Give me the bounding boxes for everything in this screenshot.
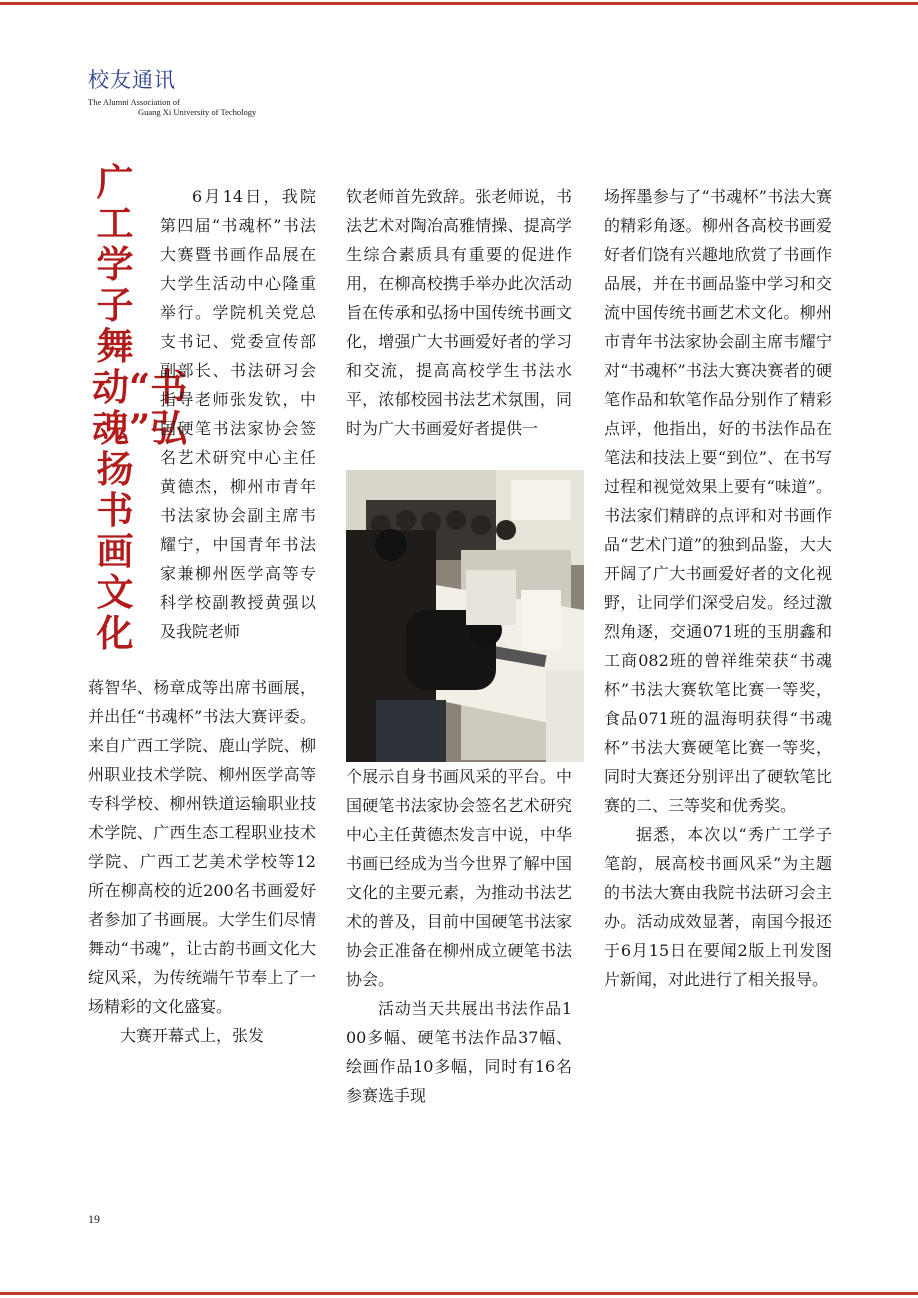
masthead-title: 校友通讯	[88, 68, 176, 92]
masthead-english-line-1: The Alumni Association of	[88, 97, 180, 107]
column-2-top	[346, 182, 572, 443]
masthead-english-line-2: Guang Xi University of Techology	[138, 107, 257, 117]
paragraph-4-continued: 场挥墨参与了“书魂杯”书法大赛的精彩角逐。柳州各高校书画爱好者们饶有兴趣地欣赏了书画作品展，并在书画品鉴中学习和交流中国传统书画艺术文化。柳州市青年书法家协会副主席韦耀宁对“书魂杯”书法大赛决赛者的硬笔作品和软笔作品分别作了精彩点评，他指出，好的书法作品在笔法和技法上要“到位”、在书写过程和视觉效果上要有“味道”。书法家们精辟的点评和对书画作品“艺术门道”的独到品鉴，大大开阔了广大书画爱好者的文化视野，让同学们深受启发。经过激烈角逐，交通071班的玉朋鑫和工商082班的曾祥维荣获“书魂杯”书法大赛软笔比赛一等奖，食品071班的温海明获得“书魂杯”书法大赛硬笔比赛一等奖，同时大赛还分别评出了硬软笔比赛的二、三等奖和优秀奖。	[604, 187, 832, 815]
calligraphy-event-photo-illustration	[346, 470, 584, 762]
column-2-bottom	[346, 762, 572, 1110]
page-number: 19	[88, 1212, 100, 1226]
paragraph-1-continued: 蒋智华、杨章成等出席书画展，并出任“书魂杯”书法大赛评委。来自广西工学院、鹿山学院、柳州职业技术学院、柳州医学高等专科学校、柳州铁道运输职业技术学院、广西生态工程职业技术学院、广西工艺美术学校等12所在柳高校的近200名书画爱好者参加了书画展。大学生们尽情舞动“书魂”，让古韵书画文化大绽风采，为传统端午节奉上了一场精彩的文化盛宴。	[88, 678, 316, 1016]
paragraph-3-continued: 个展示自身书画风采的平台。中国硬笔书法家协会签名艺术研究中心主任黄德杰发言中说，中华书画已经成为当今世界了解中国文化的主要元素，为推动书法艺术的普及，目前中国硬笔书法家协会正准备在柳州成立硬笔书法协会。	[346, 767, 572, 989]
column-1-bottom	[88, 673, 316, 1050]
paragraph-1-start: 6月14日，我院第四届“书魂杯”书法大赛暨书画作品展在大学生活动中心隆重举行。学院机关党总支书记、党委宣传部副部长、书法研习会指导老师张发钦，中国硬笔书法家协会签名艺术研究中心主任黄德杰，柳州市青年书法家协会副主席韦耀宁，中国青年书法家兼柳州医学高等专科学校副教授黄强以及我院老师	[160, 187, 316, 641]
paragraph-2-continued: 钦老师首先致辞。张老师说，书法艺术对陶冶高雅情操、提高学生综合素质具有重要的促进作用，在柳高校携手举办此次活动旨在传承和弘扬中国传统书画文化，增强广大书画爱好者的学习和交流，提高高校学生书法水平，浓郁校园书法艺术氛围，同时为广大书画爱好者提供一	[346, 187, 572, 438]
article-headline: 广工学子舞动“书魂”弘扬书画文化	[92, 160, 188, 655]
masthead	[88, 68, 256, 117]
paragraph-5: 据悉，本次以“秀广工学子笔韵，展高校书画风采”为主题的书法大赛由我院书法研习会主办。活动成效显著，南国今报还于6月15日在要闻2版上刊发图片新闻，对此进行了相关报导。	[604, 825, 832, 989]
paragraph-2-start: 大赛开幕式上，张发	[120, 1026, 265, 1045]
bottom-red-rule	[0, 1292, 918, 1295]
top-red-rule	[0, 2, 918, 5]
column-3	[604, 182, 832, 994]
paragraph-4-start: 活动当天共展出书法作品100多幅、硬笔书法作品37幅、绘画作品10多幅，同时有16名参赛选手现	[346, 999, 572, 1105]
event-photo	[346, 470, 584, 762]
column-1-top	[160, 182, 316, 646]
